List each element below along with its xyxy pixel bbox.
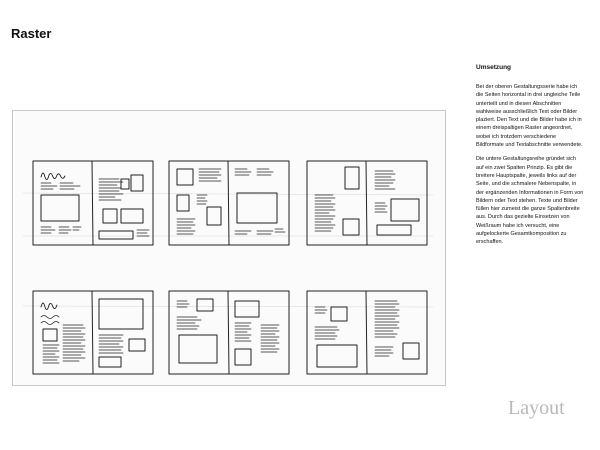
spread-row2-1 <box>33 291 153 374</box>
sidebar-heading: Umsetzung <box>476 64 512 71</box>
sidebar-paragraph-1: Bei der oberen Gestaltungsserie habe ich die Seiten horizontal in drei ungleiche Teile unterteilt und in diesen Abschnitten wahlweise ausschließlich Text oder Bilder plaziert. Den Text und die Bilder habe ich in einem dreispaltigen Raster angeordnet, wobei ich trotzdem verschiedene Bildformate und Textabschnitte verwendete. <box>476 84 583 149</box>
spread-row1-3 <box>307 161 427 245</box>
spread-row1-1 <box>33 161 153 245</box>
sidebar-paragraph-2: Die untere Gestaltungsreihe gründet sich auf ein zwei Spalten Prinzip. Es gibt die breitere Hauptspalte, jeweils links auf der Seite, und die schmalere Nebenspalte, in der ergänzenden Informationen in Form von Bildern oder Text stehen. Texte und Bilder füllen hier zumeist die ganze Spaltenbreite aus. Durch das gezielte Einsetzen von Weißraum habe ich versucht, eine aufgelockerte Gesamtkomposition zu erschaffen. <box>476 156 584 246</box>
spread-row2-2 <box>169 291 289 374</box>
page-title: Raster <box>11 26 52 41</box>
layout-sketch-scan <box>12 110 446 386</box>
spread-row1-2 <box>169 161 289 245</box>
footer-section-label: Layout <box>508 397 565 419</box>
spread-row2-3 <box>307 291 427 374</box>
sketch-drawing <box>13 111 445 385</box>
sidebar-text <box>476 64 584 253</box>
